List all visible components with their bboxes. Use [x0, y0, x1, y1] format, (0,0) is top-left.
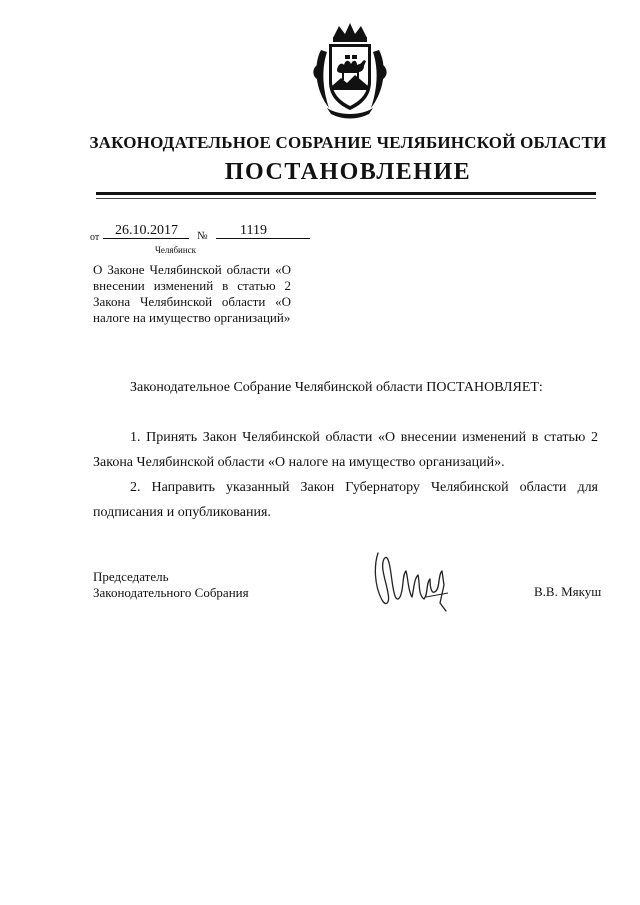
item-2	[93, 475, 598, 525]
coat-of-arms-icon	[311, 20, 389, 120]
document-type-heading: ПОСТАНОВЛЕНИЕ	[224, 159, 472, 185]
handwritten-signature	[368, 545, 453, 620]
document-subject: О Законе Челябинской области «О внесении изменений в статью 2 Закона Челябинской области «О налоге на имущество организаций»	[93, 262, 291, 325]
document-date: 26.10.2017	[115, 223, 178, 238]
date-label: от	[90, 232, 100, 243]
item-1-text: 1. Принять Закон Челябинской области «О внесении изменений в статью 2 Закона Челябинской области «О налоге на имущество организаций».	[93, 430, 598, 470]
signatory-title-line1: Председатель	[93, 569, 169, 584]
organization-title: ЗАКОНОДАТЕЛЬНОЕ СОБРАНИЕ ЧЕЛЯБИНСКОЙ ОБЛАСТИ	[89, 133, 607, 152]
signatory-title	[93, 569, 249, 601]
date-number-line	[90, 223, 330, 243]
header-rule-thick	[96, 192, 596, 195]
preamble: Законодательное Собрание Челябинской области ПОСТАНОВЛЯЕТ:	[130, 380, 543, 395]
item-2-text: 2. Направить указанный Закон Губернатору Челябинской области для подписания и опубликования.	[93, 480, 598, 520]
city-name: Челябинск	[155, 245, 197, 255]
document-number: 1119	[240, 223, 267, 238]
signatory-name: В.В. Мякуш	[534, 584, 602, 599]
item-1	[93, 425, 598, 475]
number-label: №	[197, 230, 208, 242]
signatory-title-line2: Законодательного Собрания	[93, 585, 249, 600]
header-rule-thin	[96, 198, 596, 199]
